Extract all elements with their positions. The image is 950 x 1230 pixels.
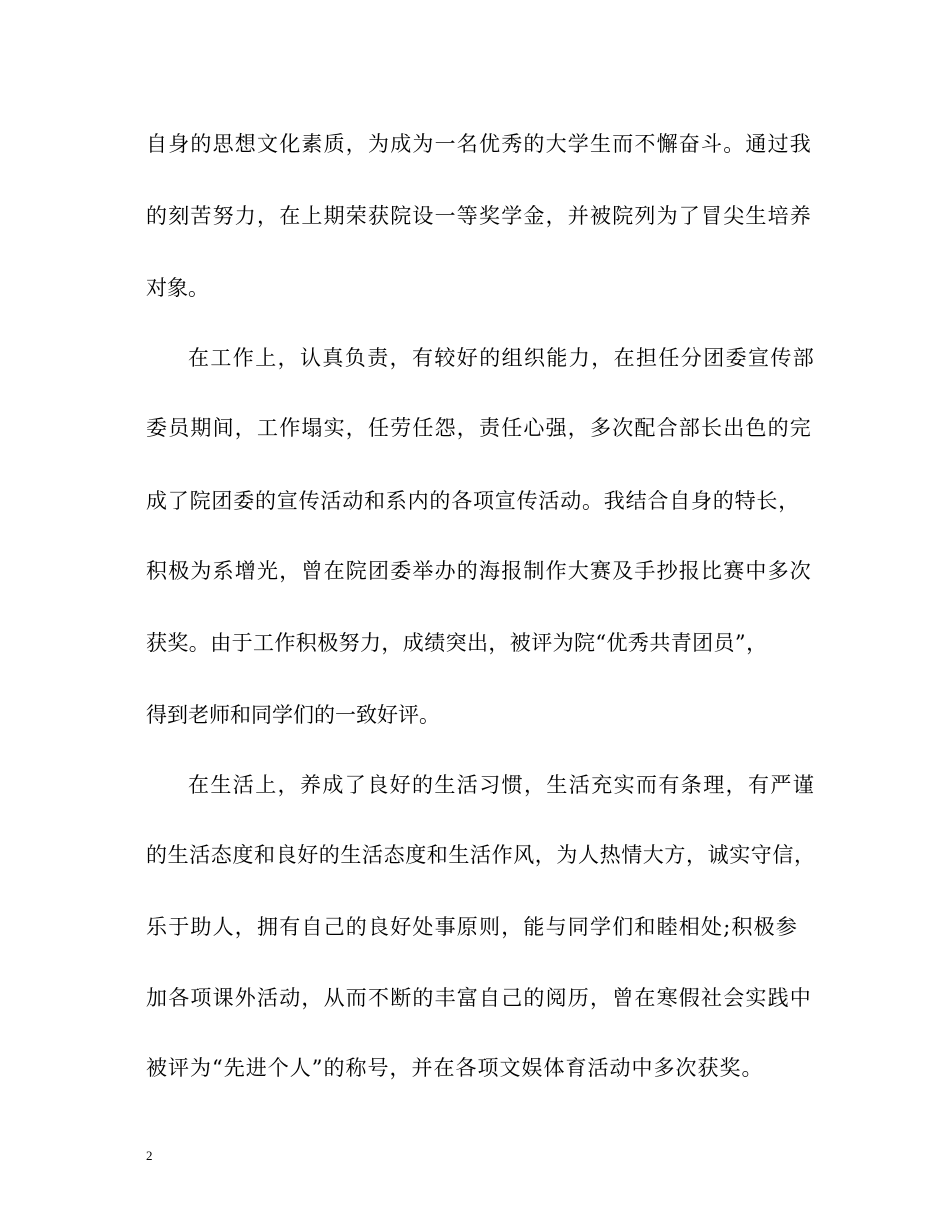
body-text-line: 被评为“先进个人”的称号，并在各项文娱体育活动中多次获奖。 (146, 1056, 764, 1080)
body-text-line: 的刻苦努力，在上期荣获院设一等奖学金，并被院列为了冒尖生培养 (146, 204, 812, 228)
body-text-line: 积极为系增光，曾在院团委举办的海报制作大赛及手抄报比赛中多次 (146, 559, 812, 583)
body-text-line: 自身的思想文化素质，为成为一名优秀的大学生而不懈奋斗。通过我 (146, 132, 812, 156)
body-text-line: 成了院团委的宣传活动和系内的各项宣传活动。我结合自身的特长， (146, 489, 800, 513)
body-text-line: 得到老师和同学们的一致好评。 (146, 703, 440, 727)
body-text-line: 对象。 (146, 276, 209, 300)
paragraph-first-line: 在生活上，养成了良好的生活习惯，生活充实而有条理，有严谨 (188, 773, 816, 797)
body-text-line: 获奖。由于工作积极努力，成绩突出，被评为院“优秀共青团员”， (146, 631, 768, 655)
body-text-line: 的生活态度和良好的生活态度和生活作风，为人热情大方，诚实守信， (146, 843, 816, 867)
body-text-line: 委员期间，工作塌实，任劳任怨，责任心强，多次配合部长出色的完 (146, 416, 812, 440)
page-number: 2 (146, 1148, 153, 1163)
body-text-line: 加各项课外活动，从而不断的丰富自己的阅历，曾在寒假社会实践中 (146, 986, 812, 1010)
body-text-line: 乐于助人，拥有自己的良好处事原则，能与同学们和睦相处;积极参 (146, 915, 799, 939)
paragraph-first-line: 在工作上，认真负责，有较好的组织能力，在担任分团委宣传部 (188, 346, 816, 370)
